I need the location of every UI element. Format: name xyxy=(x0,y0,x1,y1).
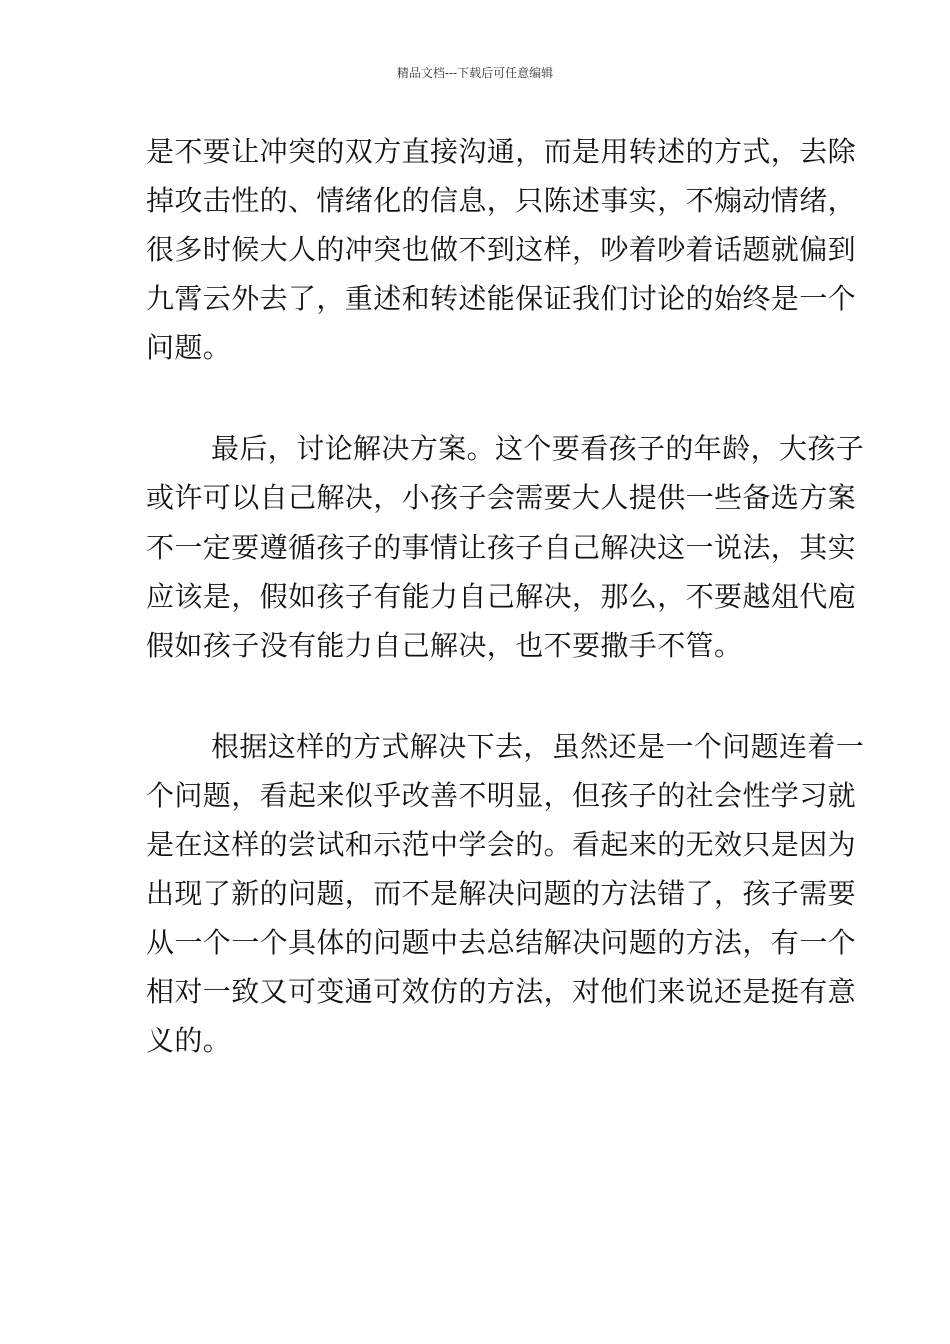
paragraph-line: 义的。 xyxy=(146,1024,232,1057)
paragraph-line: 或许可以自己解决，小孩子会需要大人提供一些备选方案 xyxy=(146,481,857,514)
page-header: 精品文档---下载后可任意编辑 xyxy=(396,66,554,80)
paragraph-line: 不一定要遵循孩子的事情让孩子自己解决这一说法，其实 xyxy=(146,531,857,564)
paragraph-line: 假如孩子没有能力自己解决，也不要撒手不管。 xyxy=(146,629,743,662)
paragraph-line: 是在这样的尝试和示范中学会的。看起来的无效只是因为 xyxy=(146,828,857,861)
paragraph-line: 是不要让冲突的双方直接沟通，而是用转述的方式，去除 xyxy=(146,135,857,168)
paragraph-line: 出现了新的问题，而不是解决问题的方法错了，孩子需要 xyxy=(146,877,857,910)
paragraph-line: 九霄云外去了，重述和转述能保证我们讨论的始终是一个 xyxy=(146,282,857,315)
paragraph-line: 相对一致又可变通可效仿的方法，对他们来说还是挺有意 xyxy=(146,975,857,1008)
paragraph-line: 应该是，假如孩子有能力自己解决，那么，不要越俎代庖 xyxy=(146,580,857,613)
paragraph-line: 个问题，看起来似乎改善不明显，但孩子的社会性学习就 xyxy=(146,779,857,812)
paragraph-line: 最后，讨论解决方案。这个要看孩子的年龄，大孩子 xyxy=(211,432,865,465)
paragraph-line: 根据这样的方式解决下去，虽然还是一个问题连着一 xyxy=(211,730,865,763)
paragraph-line: 很多时候大人的冲突也做不到这样，吵着吵着话题就偏到 xyxy=(146,233,857,266)
paragraph-line: 从一个一个具体的问题中去总结解决问题的方法，有一个 xyxy=(146,926,857,959)
paragraph-line: 问题。 xyxy=(146,331,232,364)
paragraph-line: 掉攻击性的、情绪化的信息，只陈述事实，不煽动情绪， xyxy=(146,184,857,217)
